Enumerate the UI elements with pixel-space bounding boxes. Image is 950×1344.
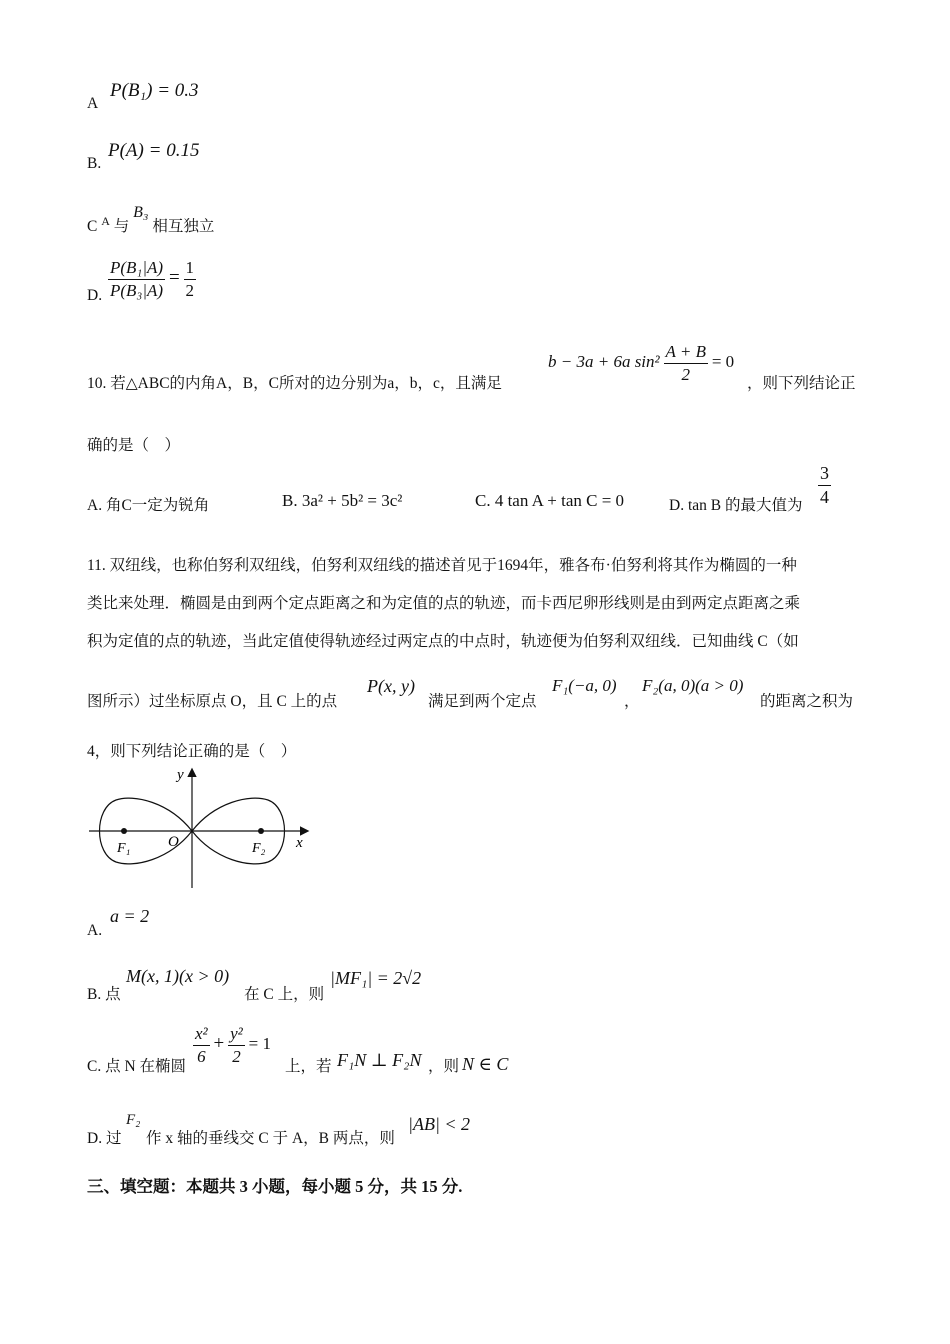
q11-option-c-then: ，则 — [428, 1058, 460, 1075]
q11-option-d-label: D. 过 — [87, 1130, 122, 1147]
q9-option-c-a: A — [101, 214, 110, 228]
q9-option-d-label: D. — [87, 287, 103, 304]
q11-option-c-result: N ∈ C — [462, 1054, 509, 1074]
q10-condition — [548, 342, 734, 385]
q10-option-b: B. 3a² + 5b² = 3c² — [282, 491, 403, 510]
q9-option-c-b: B₃ — [133, 204, 149, 221]
q9-option-b-formula: P(A) = 0.15 — [108, 140, 200, 161]
q11-option-c-num2: y² — [228, 1024, 245, 1046]
q10-option-a: A. 角C一定为锐角 — [87, 497, 210, 514]
q9-option-a-label: A — [87, 95, 99, 112]
q9-option-d-rhs-num: 1 — [184, 258, 197, 280]
section3-heading: 三、填空题：本题共 3 小题，每小题 5 分，共 15 分. — [87, 1177, 463, 1196]
f2-label: F₂ — [252, 841, 266, 856]
q10-condition-right: = 0 — [711, 352, 735, 372]
q11-option-d-mid: 作 x 轴的垂线交 C 于 A，B 两点，则 — [146, 1130, 395, 1147]
q11-option-c-ellipse — [193, 1024, 271, 1067]
q9-option-c-label: C — [87, 218, 98, 235]
q9-option-b-label: B. — [87, 155, 102, 172]
q11-line4-p: P(x, y) — [367, 676, 415, 696]
x-axis-label: x — [296, 835, 303, 851]
q11-option-c-label: C. 点 N 在椭圆 — [87, 1058, 187, 1075]
q11-option-c-eq: = 1 — [248, 1034, 271, 1054]
q10-stem-prefix: 10. 若△ABC的内角A，B，C所对的边分别为a，b，c，且满足 — [87, 375, 502, 392]
q10-condition-fraction — [664, 342, 708, 385]
q10-option-c: C. 4 tan A + tan C = 0 — [475, 491, 625, 510]
q11-line4-c: 的距离之积为 — [760, 693, 854, 710]
q10-stem-suffix: ，则下列结论正 — [747, 375, 856, 392]
q9-option-d-rhs-den: 2 — [185, 281, 195, 300]
q10-condition-frac-num: A + B — [664, 342, 708, 364]
q11-option-d-f2: F₂ — [126, 1112, 141, 1128]
q9-option-d-formula — [108, 258, 196, 301]
q11-option-b-result: |MF₁| = 2√2 — [330, 968, 422, 988]
q10-condition-left: b − 3a + 6a sin² — [548, 352, 660, 372]
q11-line4-b: 满足到两个定点 — [428, 693, 537, 710]
q11-option-d-result: |AB| < 2 — [408, 1114, 471, 1134]
q9-option-d-fraction — [108, 258, 165, 301]
q11-option-a-formula: a = 2 — [110, 906, 150, 926]
q10-condition-frac-den: 2 — [681, 365, 690, 384]
q10-option-d-num: 3 — [818, 463, 831, 486]
focus-f1-point — [121, 828, 127, 834]
q11-option-c-frac1 — [193, 1024, 210, 1067]
q11-option-c-mid: 上，若 — [285, 1058, 332, 1075]
q11-option-b-formula: M(x, 1)(x > 0) — [126, 966, 230, 986]
lemniscate-figure — [85, 762, 315, 892]
q9-option-d-numerator: P(B₁|A) — [108, 258, 165, 280]
q10-stem-line2: 确的是（ ） — [87, 437, 181, 454]
q11-option-c-cond: F₁N ⊥ F₂N — [337, 1050, 422, 1070]
q10-option-d-den: 4 — [820, 487, 829, 507]
q11-line4-sep: ， — [624, 693, 640, 710]
q11-option-c-frac2 — [228, 1024, 245, 1067]
q11-option-c-den1: 6 — [197, 1047, 206, 1066]
q11-line4-f1: F₁(−a, 0) — [552, 676, 617, 695]
q9-option-c-tail: 相互独立 — [152, 218, 215, 235]
q11-line2: 类比来处理．椭圆是由到两个定点距离之和为定值的点的轨迹，而卡西尼卵形线则是由到两定点距离之乘 — [87, 595, 801, 612]
q10-option-d-text: D. tan B 的最大值为 — [669, 497, 803, 514]
focus-f2-point — [258, 828, 264, 834]
q11-option-b-mid: 在 C 上，则 — [244, 986, 325, 1003]
q9-option-d-rhs — [184, 258, 197, 301]
q11-option-b-label: B. 点 — [87, 986, 121, 1003]
q10-option-d-fraction — [818, 463, 831, 508]
q11-line3: 积为定值的点的轨迹，当此定值使得轨迹经过两定点的中点时，轨迹便为伯努利双纽线．已知曲线 C（如 — [87, 633, 799, 650]
y-axis-label: y — [177, 767, 184, 783]
q11-option-c-den2: 2 — [232, 1047, 241, 1066]
q11-line4-f2: F₂(a, 0)(a > 0) — [642, 676, 744, 695]
q11-line4-a: 图所示）过坐标原点 O，且 C 上的点 — [87, 693, 338, 710]
q9-option-d-eq: = — [168, 267, 180, 289]
q9-option-d-denominator: P(B₃|A) — [110, 281, 164, 300]
f1-label: F₁ — [117, 841, 131, 856]
q11-option-c-plus: + — [213, 1033, 225, 1055]
q11-option-a-label: A. — [87, 922, 103, 939]
q9-option-c — [87, 200, 215, 235]
q11-line1: 11. 双纽线，也称伯努利双纽线，伯努利双纽线的描述首见于1694年，雅各布·伯努利将其作为椭圆的一种 — [87, 557, 797, 574]
q11-option-c-num1: x² — [193, 1024, 210, 1046]
q9-option-c-mid: 与 — [113, 218, 130, 235]
q11-line5: 4，则下列结论正确的是（ ） — [87, 743, 297, 760]
origin-label: O — [168, 834, 179, 850]
q9-option-a-formula: P(B₁) = 0.3 — [110, 80, 199, 101]
